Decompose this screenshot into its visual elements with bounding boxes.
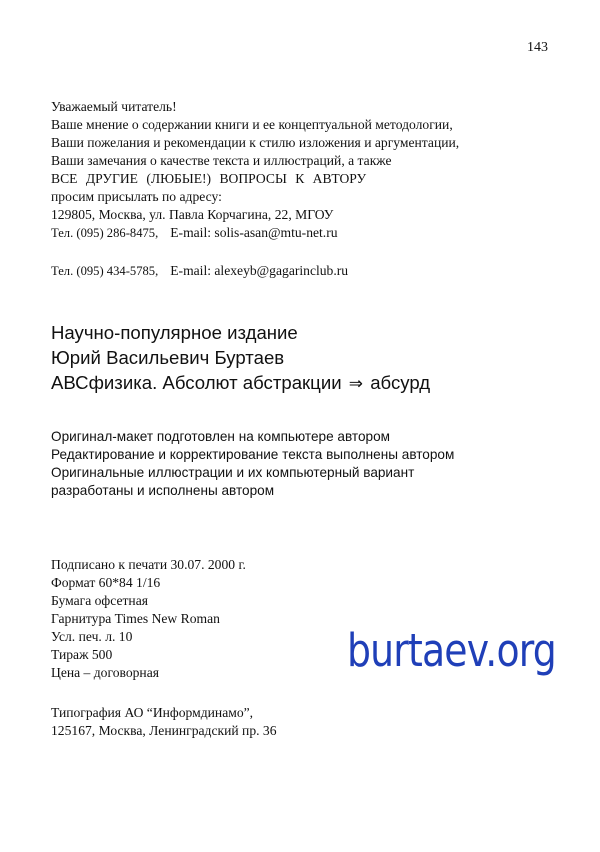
printer-address: 125167, Москва, Ленинградский пр. 36 [51,723,277,738]
appeal-line-4: ВСЕ ДРУГИЕ (ЛЮБЫЕ!) ВОПРОСЫ К АВТОРУ [51,171,367,186]
edition-type: Научно-популярное издание [51,322,298,343]
contact-line-2 [51,262,348,280]
appeal-line-2: Ваши пожелания и рекомендации к стилю изложения и аргументации, [51,135,460,150]
email-1: E-mail: solis-asan@mtu-net.ru [170,225,338,240]
book-title [51,370,430,396]
implies-arrow-icon: ⇒ [348,374,364,393]
book-title-part-1: АВСфизика. Абсолют абстракции [51,372,342,393]
printed-sheets: Усл. печ. л. 10 [51,629,133,644]
phone-2: Тел. (095) 434-5785, [51,264,159,278]
book-title-part-2: абсурд [370,372,431,393]
signed-date: Подписано к печати 30.07. 2000 г. [51,557,246,572]
credits-line-2: Редактирование и корректирование текста выполнены автором [51,447,455,462]
contact-line-1 [51,224,459,242]
credits-line-3: Оригинальные иллюстрации и их компьютерный вариант [51,465,415,480]
print-run: Тираж 500 [51,647,113,662]
author-name: Юрий Васильевич Буртаев [51,347,285,368]
title-block [51,320,430,396]
email-2: E-mail: alexeyb@gagarinclub.ru [170,263,349,278]
printer-name: Типография АО “Информдинамо”, [51,705,254,720]
typeface: Гарнитура Times New Roman [51,611,220,626]
paper-format: Формат 60*84 1/16 [51,575,161,590]
imprint-block [51,556,246,682]
appeal-line-1: Ваше мнение о содержании книги и ее концептуальной методологии, [51,117,453,132]
appeal-line-5: просим присылать по адресу: [51,189,222,204]
credits-line-4: разработаны и исполнены автором [51,483,275,498]
greeting: Уважаемый читатель! [51,99,177,114]
page-number: 143 [527,40,548,55]
reader-appeal-block [51,98,459,242]
watermark-logo: burtaev.org [347,624,556,677]
credits-line-1: Оригинал-макет подготовлен на компьютере автором [51,429,391,444]
printer-block [51,704,277,740]
appeal-line-3: Ваши замечания о качестве текста и иллюстраций, а также [51,153,392,168]
paper-type: Бумага офсетная [51,593,148,608]
phone-1: Тел. (095) 286-8475, [51,226,159,240]
price: Цена – договорная [51,665,159,680]
postal-address: 129805, Москва, ул. Павла Корчагина, 22, МГОУ [51,207,334,222]
credits-block [51,428,454,500]
